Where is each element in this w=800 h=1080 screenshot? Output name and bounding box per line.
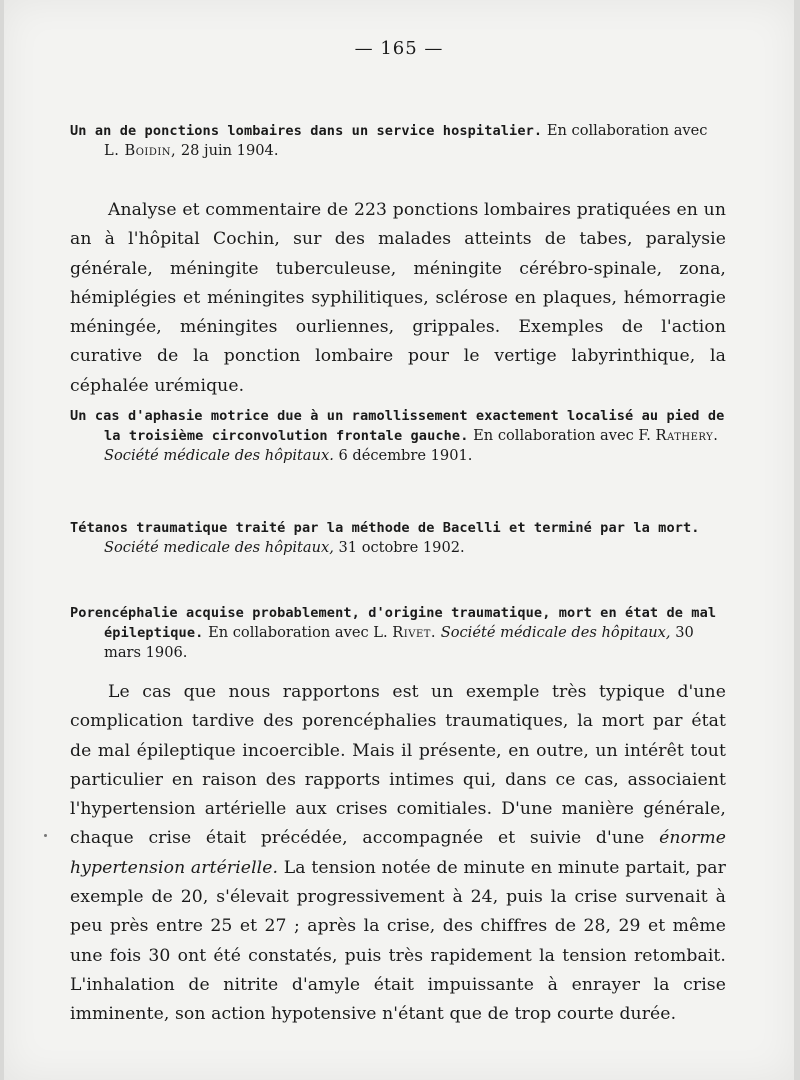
scan-speck — [44, 834, 47, 837]
bibliography-entry — [70, 406, 730, 466]
page-number: — 165 — — [354, 38, 444, 59]
abstract-paragraph — [70, 678, 726, 1030]
entry-title-continued: la troisième circonvolution frontale gauche. — [104, 428, 469, 444]
bibliography-entry — [70, 518, 730, 558]
document-page — [4, 0, 794, 1080]
entry-collaboration: En collaboration avec — [546, 122, 708, 139]
entry-title: Un cas d'aphasie motrice due à un ramollissement exactement localisé au pied de — [70, 408, 725, 424]
entry-title: Un an de ponctions lombaires dans un service hospitalier. — [70, 123, 543, 139]
bibliography-entry — [70, 121, 730, 161]
entry-author: L. Boidin, — [104, 142, 177, 159]
entry-date: 6 décembre 1901. — [338, 447, 473, 464]
paragraph-text: Le cas que nous rapportons est un exemple très typique d'une complication tardive des porencéphalies traumatiques, la mort par état de mal épileptique incoercible. Mais il présente, en outre, un intérêt tout particulier en raison des rapports intimes qui, dans ce cas, associaient l'hypertension artérielle aux crises comitiales. D'une manière générale, chaque crise était précédée, accompagnée et suivie d'une — [70, 682, 726, 849]
entry-journal: Société medicale des hôpitaux, — [104, 539, 334, 556]
entry-date: 30 mars 1906. — [104, 624, 694, 661]
entry-date: 31 octobre 1902. — [338, 539, 465, 556]
paragraph-text: La tension notée de minute en minute partait, par exemple de 20, s'élevait progressivement à 24, puis la crise survenait à peu près entre 25 et 27 ; après la crise, des chiffres de 28, 29 et même une fois 30 ont été constatés, puis très rapidement la tension retombait. L'inhalation de nitrite d'amyle était impuissante à enrayer la crise imminente, son action hypotensive n'étant que de trop courte durée. — [70, 857, 726, 1025]
abstract-paragraph: Analyse et commentaire de 223 ponctions lombaires pratiquées en un an à l'hôpital Cochin, sur des malades atteints de tabes, paralysie générale, méningite tuberculeuse, méningite cérébro-spinale, zona, hémiplégies et méningites syphilitiques, sclérose en plaques, hémorragie méningée, méningites ourliennes, grippales. Exemples de l'action curative de la ponction lombaire pour le vertige labyrinthique, la céphalée urémique. — [70, 200, 726, 396]
entry-collaboration: En collaboration avec L. — [208, 624, 388, 641]
emphasized-text: énorme hypertension artérielle. — [70, 828, 726, 878]
entry-journal: Société médicale des hôpitaux, — [440, 624, 671, 641]
entry-collaboration: En collaboration avec F. — [473, 427, 651, 444]
bibliography-entry — [70, 603, 730, 663]
entry-journal: Société médicale des hôpitaux. — [104, 447, 334, 464]
entry-title: Tétanos traumatique traité par la méthode de Bacelli et terminé par la mort. — [70, 520, 700, 536]
entry-author: Rathery. — [655, 427, 719, 444]
entry-title-continued: épileptique. — [104, 625, 204, 641]
entry-date: 28 juin 1904. — [180, 142, 279, 159]
entry-author: Rivet. — [392, 624, 437, 641]
entry-title: Porencéphalie acquise probablement, d'origine traumatique, mort en état de mal — [70, 605, 717, 621]
